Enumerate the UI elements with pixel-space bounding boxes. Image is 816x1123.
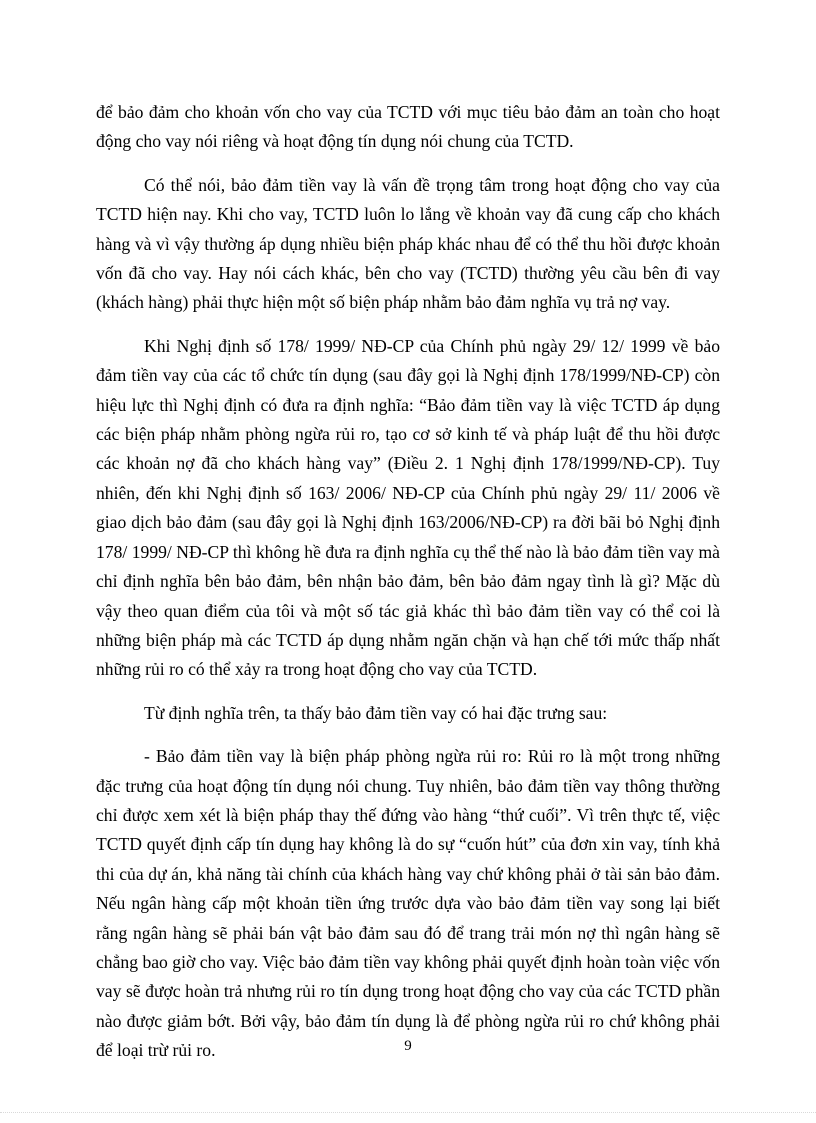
page-number: 9 <box>404 1038 412 1054</box>
body-text <box>96 98 720 1066</box>
page-bottom-edge <box>0 1112 816 1113</box>
paragraph-loan-security-importance: Có thể nói, bảo đảm tiền vay là vấn đề trọng tâm trong hoạt động cho vay của TCTD hiện nay. Khi cho vay, TCTD luôn lo lắng về khoản vay đã cung cấp cho khách hàng và vì vậy thường áp dụng nhiều biện pháp khác nhau để có thể thu hồi được khoản vốn đã cho vay. Hay nói cách khác, bên cho vay (TCTD) thường yêu cầu bên đi vay (khách hàng) phải thực hiện một số biện pháp nhằm bảo đảm nghĩa vụ trả nợ vay. <box>96 174 720 313</box>
paragraph-risk-prevention: - Bảo đảm tiền vay là biện pháp phòng ngừa rủi ro: Rủi ro là một trong những đặc trưng của hoạt động tín dụng nói chung. Tuy nhiên, bảo đảm tiền vay thông thường chỉ được xem xét là biện pháp thay thế đứng vào hàng “thứ cuối”. Vì trên thực tế, việc TCTD quyết định cấp tín dụng hay không là do sự “cuốn hút” của đơn xin vay, tính khả thi của dự án, khả năng tài chính của khách hàng vay chứ không phải ở tài sản bảo đảm. Nếu ngân hàng cấp một khoản tiền ứng trước dựa vào bảo đảm tiền vay song lại biết rằng ngân hàng sẽ phải bán vật bảo đảm sau đó để trang trải món nợ thì ngân hàng sẽ chẳng bao giờ cho vay. Việc bảo đảm tiền vay không phải quyết định hoàn toàn việc vốn vay sẽ được hoàn trả nhưng rủi ro tín dụng trong hoạt động cho vay của các TCTD phần nào được giảm bớt. Bởi vậy, bảo đảm tín dụng là để phòng ngừa rủi ro chứ không phải để loại trừ rủi ro. <box>96 746 720 1061</box>
paragraph-continuation: để bảo đảm cho khoản vốn cho vay của TCTD với mục tiêu bảo đảm an toàn cho hoạt động cho vay nói riêng và hoạt động tín dụng nói chung của TCTD. <box>96 102 720 152</box>
paragraph-characteristics-intro: Từ định nghĩa trên, ta thấy bảo đảm tiền vay có hai đặc trưng sau: <box>144 702 608 723</box>
paragraph-decree-definition: Khi Nghị định số 178/ 1999/ NĐ-CP của Chính phủ ngày 29/ 12/ 1999 về bảo đảm tiền vay của các tổ chức tín dụng (sau đây gọi là Nghị định 178/1999/NĐ-CP) còn hiệu lực thì Nghị định có đưa ra định nghĩa: “Bảo đảm tiền vay là việc TCTD áp dụng các biện pháp nhằm phòng ngừa rủi ro, tạo cơ sở kinh tế và pháp luật để thu hồi được các khoản nợ đã cho khách hàng vay” (Điều 2. 1 Nghị định 178/1999/NĐ-CP). Tuy nhiên, đến khi Nghị định số 163/ 2006/ NĐ-CP của Chính phủ ngày 29/ 11/ 2006 về giao dịch bảo đảm (sau đây gọi là Nghị định 163/2006/NĐ-CP) ra đời bãi bỏ Nghị định 178/ 1999/ NĐ-CP thì không hề đưa ra định nghĩa cụ thể thế nào là bảo đảm tiền vay mà chỉ định nghĩa bên bảo đảm, bên nhận bảo đảm, bên bảo đảm ngay tình là gì? Mặc dù vậy theo quan điểm của tôi và một số tác giả khác thì bảo đảm tiền vay có thể coi là những biện pháp mà các TCTD áp dụng nhằm ngăn chặn và hạn chế tới mức thấp nhất những rủi ro có thể xảy ra trong hoạt động cho vay của TCTD. <box>96 335 720 680</box>
